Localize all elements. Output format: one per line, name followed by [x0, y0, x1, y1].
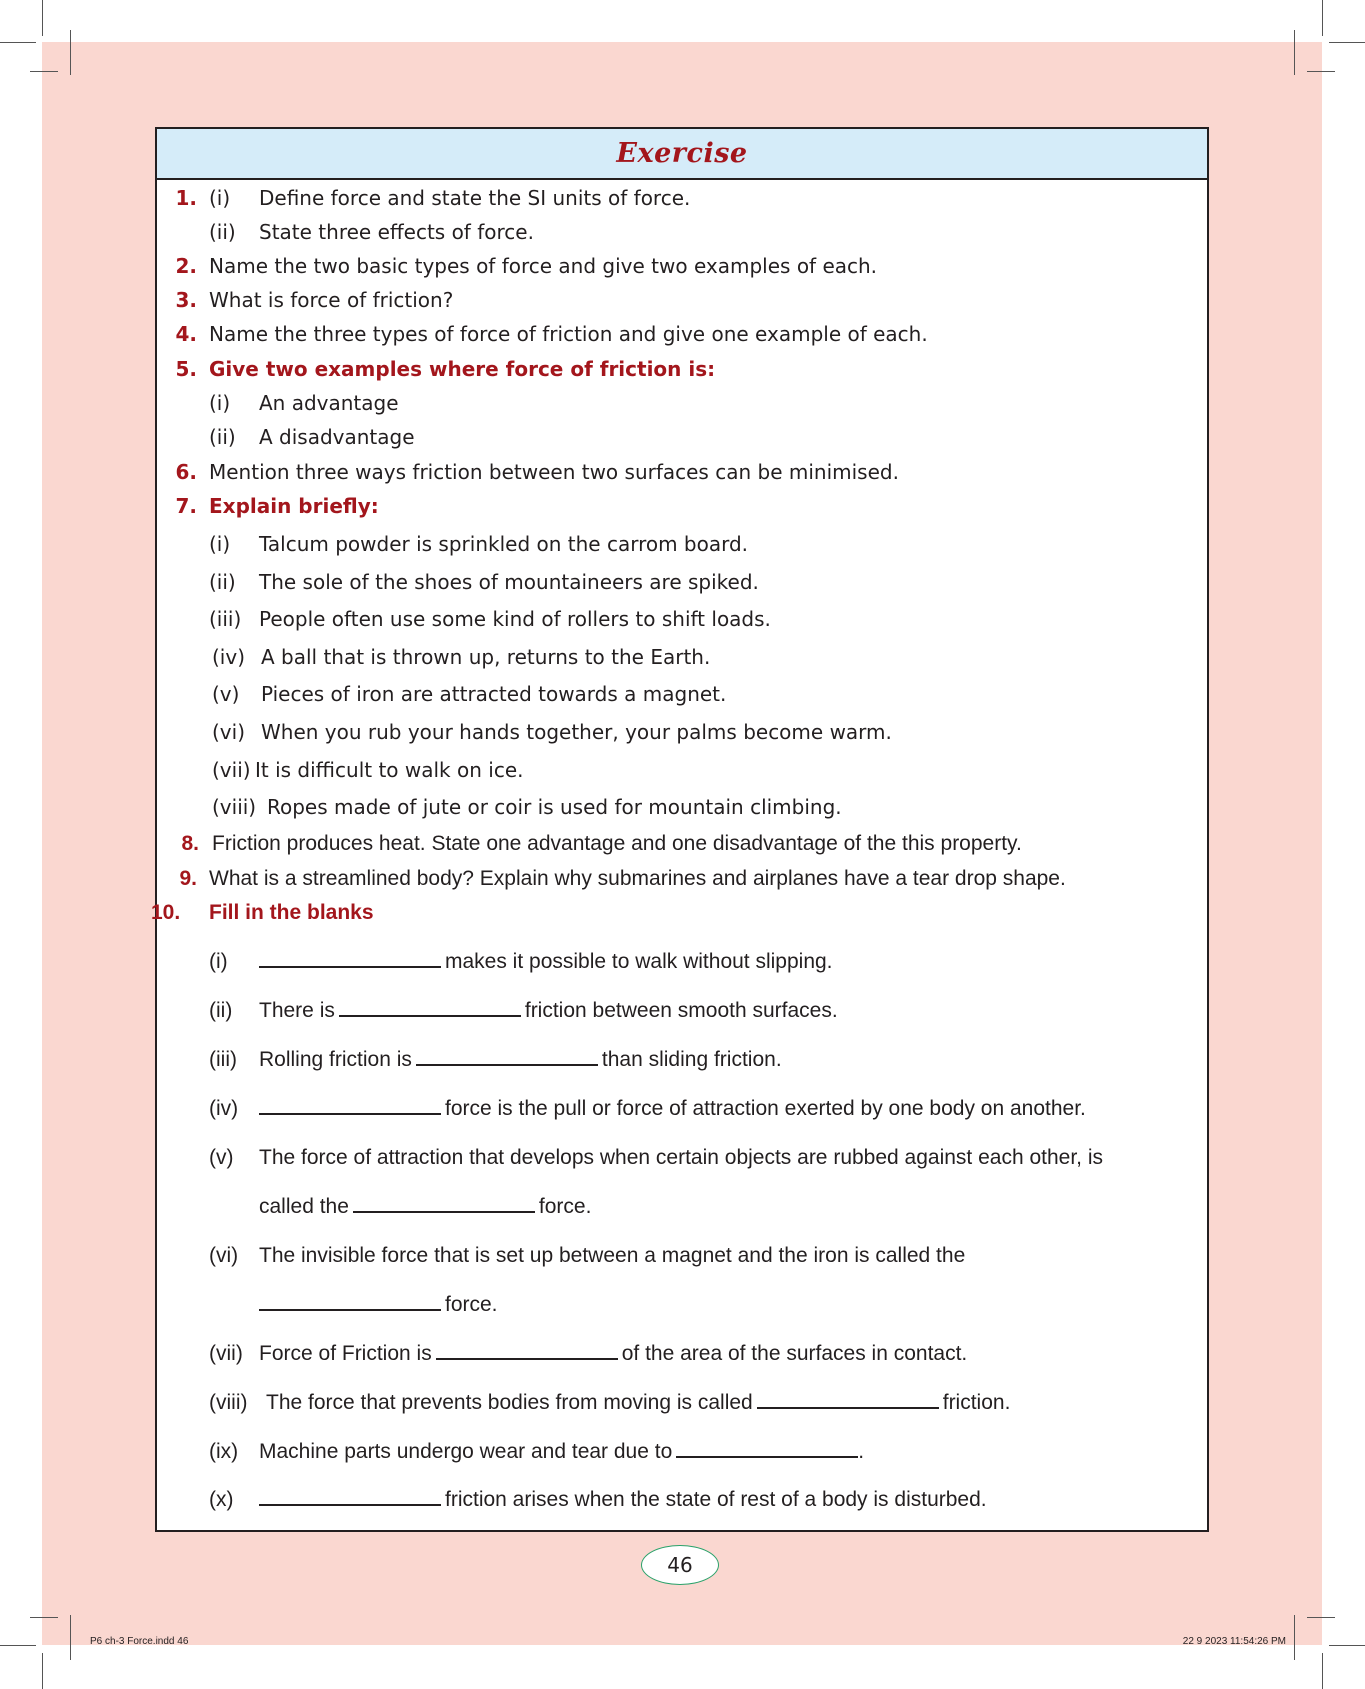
answer-blank[interactable]	[259, 1503, 441, 1506]
fill-blank-text: Force of Friction is of the area of the surfaces in contact.	[259, 1342, 968, 1365]
answer-blank[interactable]	[676, 1455, 858, 1458]
fill-blank-text: The invisible force that is set up between a magnet and the iron is called the	[259, 1244, 966, 1267]
question-heading: Explain briefly:	[209, 494, 379, 518]
sub-label: (i)	[209, 532, 231, 556]
question-text: Name the two basic types of force and give two examples of each.	[209, 254, 878, 278]
question-heading: Fill in the blanks	[209, 901, 374, 924]
crop-mark	[1294, 1615, 1295, 1660]
sub-label: (ii)	[209, 425, 236, 449]
answer-blank[interactable]	[259, 1112, 441, 1115]
fill-blank-text: called the force.	[259, 1195, 592, 1218]
question-text: It is difficult to walk on ice.	[255, 758, 524, 782]
sub-label: (v)	[212, 682, 240, 706]
question-text: Define force and state the SI units of force.	[259, 186, 691, 210]
question-text: What is force of friction?	[209, 288, 454, 312]
footer-file-info: P6 ch-3 Force.indd 46	[90, 1636, 189, 1647]
crop-mark	[42, 1653, 43, 1689]
sub-label: (ii)	[209, 570, 236, 594]
footer-timestamp: 22 9 2023 11:54:26 PM	[1182, 1636, 1286, 1647]
question-number: 7.	[175, 494, 197, 518]
question-text: People often use some kind of rollers to shift loads.	[259, 607, 771, 631]
question-text: Pieces of iron are attracted towards a magnet.	[261, 682, 727, 706]
sub-label: (viii)	[212, 795, 257, 819]
sub-label: (iii)	[209, 607, 242, 631]
sub-label: (iv)	[212, 645, 245, 669]
crop-mark	[1329, 1645, 1365, 1646]
question-text: State three effects of force.	[259, 220, 534, 244]
crop-mark	[1307, 71, 1335, 72]
question-number: 4.	[175, 322, 197, 346]
sub-label: (i)	[209, 186, 231, 210]
question-number: 6.	[175, 460, 197, 484]
fill-blank-text: The force of attraction that develops when certain objects are rubbed against each other, is	[259, 1146, 1104, 1169]
sub-label: (vi)	[209, 1244, 239, 1267]
fill-blank-text: friction arises when the state of rest of a body is disturbed.	[259, 1485, 987, 1515]
question-heading: Give two examples where force of friction is:	[209, 357, 716, 381]
sub-label: (vii)	[212, 758, 251, 782]
sub-label: (i)	[209, 391, 231, 415]
crop-mark	[1307, 1617, 1335, 1618]
exercise-header	[157, 129, 1207, 180]
sub-label: (iii)	[209, 1048, 237, 1071]
answer-blank[interactable]	[416, 1063, 598, 1066]
question-text: The sole of the shoes of mountaineers are spiked.	[259, 570, 759, 594]
question-number: 10.	[151, 901, 181, 924]
question-number: 8.	[181, 832, 199, 855]
sub-label: (i)	[209, 950, 228, 973]
question-number: 1.	[175, 186, 197, 210]
crop-mark	[0, 42, 36, 43]
question-text: What is a streamlined body? Explain why submarines and airplanes have a tear drop shape.	[209, 867, 1066, 890]
question-number: 3.	[175, 288, 197, 312]
crop-mark	[1329, 42, 1365, 43]
sub-label: (ii)	[209, 220, 236, 244]
fill-blank-text: force is the pull or force of attraction exerted by one body on another.	[259, 1094, 1086, 1124]
exercise-box	[151, 127, 1209, 1532]
sub-label: (iv)	[209, 1097, 239, 1120]
crop-mark	[70, 1615, 71, 1660]
crop-mark	[70, 30, 71, 75]
crop-mark	[30, 1617, 58, 1618]
question-text: Ropes made of jute or coir is used for mountain climbing.	[267, 795, 842, 819]
sub-label: (vi)	[212, 720, 245, 744]
fill-blank-text: force.	[259, 1290, 498, 1320]
crop-mark	[30, 71, 58, 72]
crop-mark	[1294, 30, 1295, 75]
page-number: 46	[641, 1545, 719, 1585]
sub-label: (ix)	[209, 1440, 239, 1463]
sub-label: (ii)	[209, 999, 233, 1022]
sub-label: (viii)	[209, 1391, 248, 1414]
fill-blank-text: Rolling friction is than sliding friction.	[259, 1048, 782, 1071]
question-number: 2.	[175, 254, 197, 278]
question-text: When you rub your hands together, your palms become warm.	[261, 720, 892, 744]
answer-blank[interactable]	[353, 1210, 535, 1213]
crop-mark	[42, 0, 43, 36]
question-text: Mention three ways friction between two surfaces can be minimised.	[209, 460, 899, 484]
exercise-title: Exercise	[616, 138, 748, 169]
question-text: Friction produces heat. State one advantage and one disadvantage of the this property.	[212, 832, 1022, 855]
question-text: Talcum powder is sprinkled on the carrom board.	[259, 532, 749, 556]
crop-mark	[1322, 1653, 1323, 1689]
crop-mark	[1322, 0, 1323, 36]
question-number: 5.	[175, 357, 197, 381]
fill-blank-text: Machine parts undergo wear and tear due to .	[259, 1440, 865, 1463]
crop-mark	[0, 1645, 36, 1646]
fill-blank-text: There is friction between smooth surfaces.	[259, 999, 838, 1022]
answer-blank[interactable]	[339, 1014, 521, 1017]
answer-blank[interactable]	[436, 1357, 618, 1360]
answer-blank[interactable]	[259, 965, 441, 968]
question-text: A disadvantage	[259, 425, 415, 449]
answer-blank[interactable]	[259, 1308, 441, 1311]
sub-label: (v)	[209, 1146, 234, 1169]
sub-label: (x)	[209, 1488, 234, 1511]
fill-blank-text: makes it possible to walk without slipping.	[259, 947, 833, 977]
fill-blank-text: The force that prevents bodies from moving is called friction.	[266, 1391, 1011, 1414]
sub-label: (vii)	[209, 1342, 243, 1365]
question-text: An advantage	[259, 391, 399, 415]
question-text: Name the three types of force of friction and give one example of each.	[209, 322, 928, 346]
question-text: A ball that is thrown up, returns to the Earth.	[261, 645, 711, 669]
question-number: 9.	[179, 867, 197, 890]
answer-blank[interactable]	[757, 1406, 939, 1409]
